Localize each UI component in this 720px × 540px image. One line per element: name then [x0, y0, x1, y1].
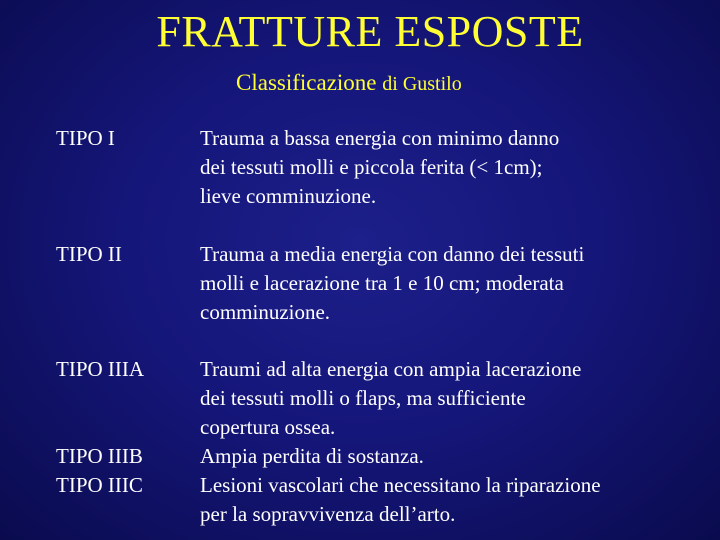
type-description-i: [200, 124, 559, 211]
type-description-iiib: [200, 442, 424, 471]
type-label-iiic: TIPO IIIC: [56, 473, 143, 497]
description-line: Ampia perdita di sostanza.: [200, 444, 424, 468]
type-label-i: TIPO I: [56, 126, 115, 150]
description-line: molli e lacerazione tra 1 e 10 cm; moderata: [200, 271, 564, 295]
type-label-iiib: TIPO IIIB: [56, 444, 143, 468]
description-line: Trauma a media energia con danno dei tessuti: [200, 242, 585, 266]
description-line: dei tessuti molli e piccola ferita (< 1cm);: [200, 155, 543, 179]
type-description-ii: [200, 240, 584, 327]
type-label-iiia: TIPO IIIA: [56, 357, 145, 381]
slide-subtitle: [236, 70, 462, 96]
description-line: dei tessuti molli o flaps, ma sufficiente: [200, 386, 526, 410]
description-line: Lesioni vascolari che necessitano la riparazione: [200, 473, 601, 497]
type-label-ii: TIPO II: [56, 242, 122, 266]
description-line: lieve comminuzione.: [200, 184, 377, 208]
description-line: comminuzione.: [200, 300, 331, 324]
description-line: Traumi ad alta energia con ampia lacerazione: [200, 357, 582, 381]
description-line: copertura ossea.: [200, 415, 336, 439]
description-line: per la sopravvivenza dell’arto.: [200, 502, 456, 526]
subtitle-rest: di Gustilo: [382, 73, 462, 95]
slide-title: FRATTURE ESPOSTE: [156, 7, 584, 56]
type-description-iiic: [200, 471, 601, 529]
type-description-iiia: [200, 355, 581, 442]
description-line: Trauma a bassa energia con minimo danno: [200, 126, 560, 150]
subtitle-main: Classificazione: [236, 70, 377, 95]
